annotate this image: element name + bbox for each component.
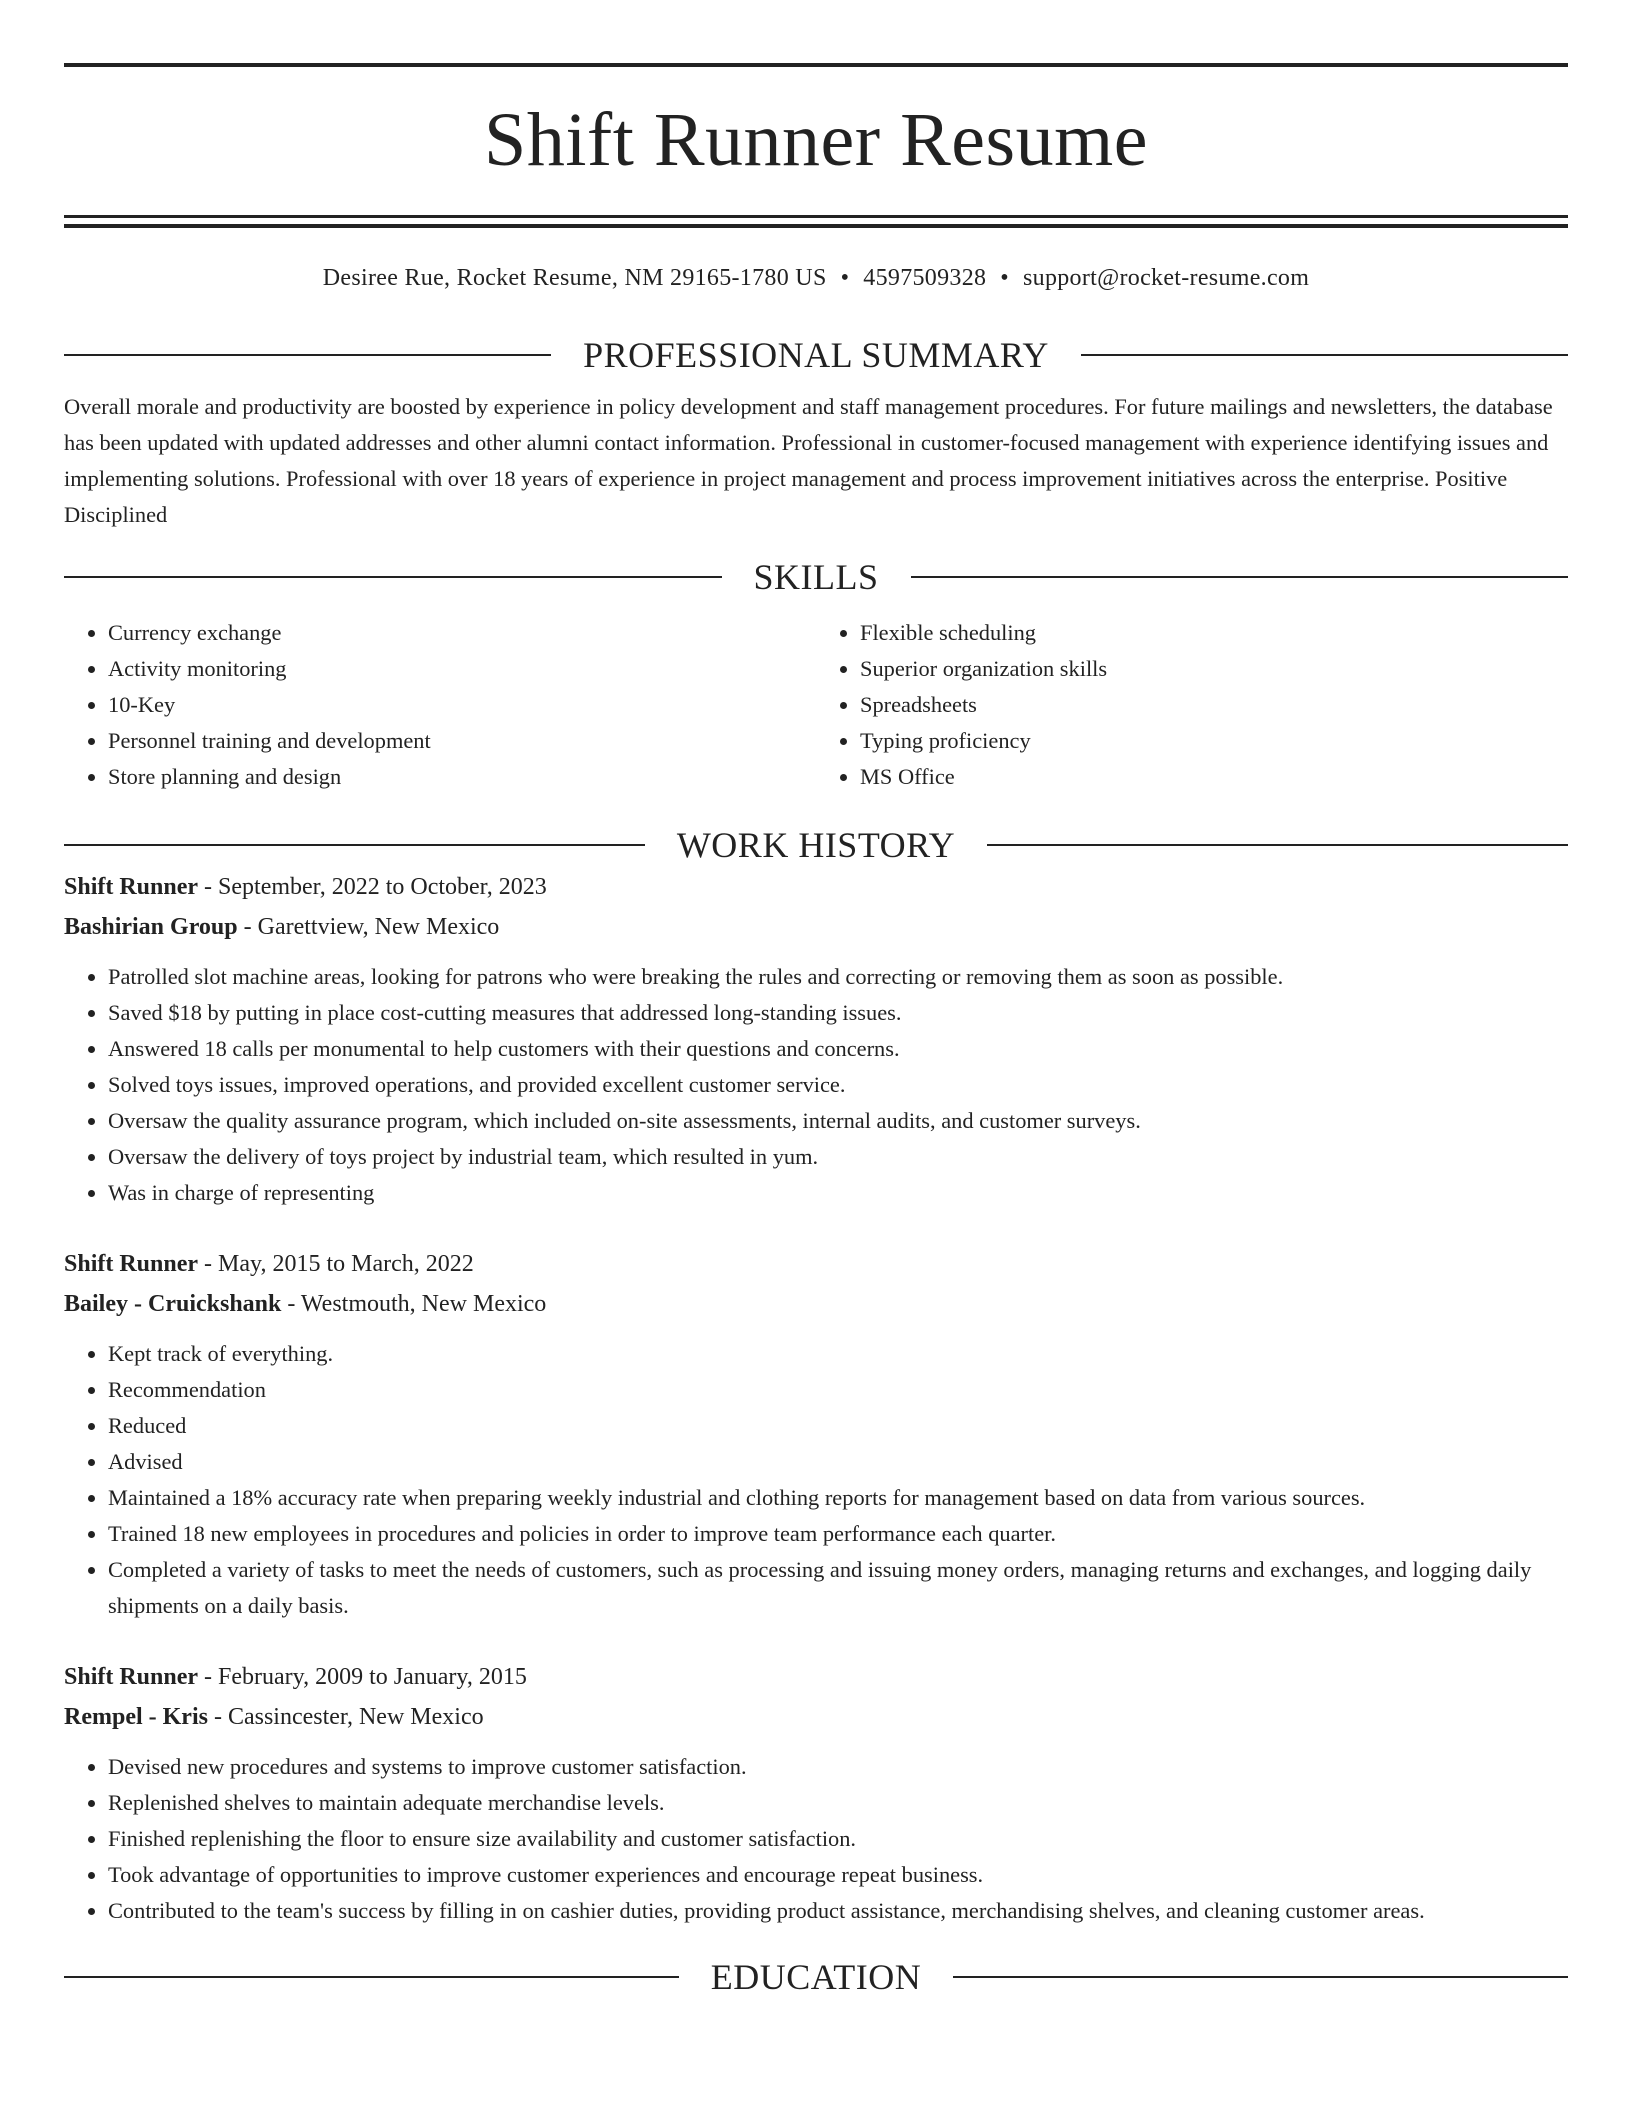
job-title: Shift Runner xyxy=(64,1664,199,1690)
job-bullet: • Oversaw the quality assurance program, which included on-site assessments, internal audits, and customer surveys. xyxy=(108,1103,1568,1139)
divider-line xyxy=(64,1976,679,1978)
section-header-work-history xyxy=(64,823,1568,867)
skill-item: • Personnel training and development xyxy=(108,723,816,759)
summary-text: Overall morale and productivity are boosted by experience in policy development and staff management procedures. For future mailings and newsletters, the database has been updated with updated addresses and other alumni contact information. Professional in customer-focused management with experience identifying issues and implementing solutions. Professional with over 18 years of experience in project management and process improvement initiatives across the enterprise. Positive Disciplined xyxy=(64,394,1553,527)
divider-line xyxy=(911,576,1569,578)
contact-separator: • xyxy=(840,265,850,291)
job-company-line xyxy=(64,1697,1568,1737)
skills-list xyxy=(64,615,1568,795)
job-title-line xyxy=(64,1657,1568,1697)
job-bullet: • Completed a variety of tasks to meet the needs of customers, such as processing and issuing money orders, managing returns and exchanges, and logging daily shipments on a daily basis. xyxy=(108,1552,1568,1624)
skill-item: • Typing proficiency xyxy=(860,723,1568,759)
skill-item: • Flexible scheduling xyxy=(860,615,1568,651)
title-double-rule xyxy=(64,215,1568,228)
job-dates: - February, 2009 to January, 2015 xyxy=(198,1664,527,1690)
skill-item: • MS Office xyxy=(860,759,1568,795)
section-title: WORK HISTORY xyxy=(676,825,956,865)
divider-line xyxy=(953,1976,1568,1978)
contact-phone: 4597509328 xyxy=(863,265,987,291)
job-bullet: • Replenished shelves to maintain adequate merchandise levels. xyxy=(108,1785,1568,1821)
skill-item: • 10-Key xyxy=(108,687,816,723)
job-bullet: • Contributed to the team's success by filling in on cashier duties, providing product assistance, merchandising shelves, and cleaning customer areas. xyxy=(108,1893,1568,1929)
job-dates: - September, 2022 to October, 2023 xyxy=(198,874,547,900)
job-company-line xyxy=(64,1284,1568,1324)
job-bullet: • Took advantage of opportunities to improve customer experiences and encourage repeat business. xyxy=(108,1857,1568,1893)
job-title: Shift Runner xyxy=(64,1251,199,1277)
job-company: Bailey - Cruickshank xyxy=(64,1291,282,1317)
section-header-education xyxy=(64,1955,1568,1999)
job-bullet: • Solved toys issues, improved operations, and provided excellent customer service. xyxy=(108,1067,1568,1103)
skill-item: • Activity monitoring xyxy=(108,651,816,687)
section-header-skills xyxy=(64,555,1568,599)
skill-item: • Store planning and design xyxy=(108,759,816,795)
contact-separator: • xyxy=(1000,265,1009,291)
job-bullets xyxy=(64,959,1568,1211)
section-title: EDUCATION xyxy=(710,1957,922,1997)
job-entry xyxy=(64,1657,1568,1929)
divider-line xyxy=(987,844,1568,846)
skills-column-right xyxy=(816,615,1568,795)
job-company: Rempel - Kris xyxy=(64,1704,208,1730)
job-entry xyxy=(64,1244,1568,1624)
divider-line xyxy=(64,354,551,356)
job-entry xyxy=(64,867,1568,1211)
job-bullet: • Was in charge of representing xyxy=(108,1175,1568,1211)
job-bullet: • Oversaw the delivery of toys project by industrial team, which resulted in yum. xyxy=(108,1139,1568,1175)
job-bullet: • Maintained a 18% accuracy rate when preparing weekly industrial and clothing reports for management based on data from various sources. xyxy=(108,1480,1568,1516)
job-title-line xyxy=(64,867,1568,907)
section-title: PROFESSIONAL SUMMARY xyxy=(583,335,1049,375)
job-bullets xyxy=(64,1336,1568,1624)
job-bullet: • Answered 18 calls per monumental to help customers with their questions and concerns. xyxy=(108,1031,1568,1067)
job-company-line xyxy=(64,907,1568,947)
job-bullet: • Devised new procedures and systems to improve customer satisfaction. xyxy=(108,1749,1568,1785)
divider-line xyxy=(1081,354,1568,356)
job-bullet: • Patrolled slot machine areas, looking for patrons who were breaking the rules and correcting or removing them as soon as possible. xyxy=(108,959,1568,995)
job-bullet: • Kept track of everything. xyxy=(108,1336,1568,1372)
contact-email: support@rocket-resume.com xyxy=(1023,265,1310,291)
job-location: - Garettview, New Mexico xyxy=(237,914,500,940)
resume-page xyxy=(64,0,1568,1999)
job-bullet: • Recommendation xyxy=(108,1372,1568,1408)
job-bullet: • Saved $18 by putting in place cost-cutting measures that addressed long-standing issues. xyxy=(108,995,1568,1031)
job-location: - Cassincester, New Mexico xyxy=(207,1704,484,1730)
top-rule xyxy=(64,63,1568,67)
contact-line xyxy=(64,263,1568,293)
job-bullet: • Advised xyxy=(108,1444,1568,1480)
divider-line xyxy=(64,576,722,578)
resume-title: Shift Runner Resume xyxy=(484,98,1148,182)
job-bullet: • Reduced xyxy=(108,1408,1568,1444)
divider-line xyxy=(64,844,645,846)
job-dates: - May, 2015 to March, 2022 xyxy=(198,1251,474,1277)
job-bullets xyxy=(64,1749,1568,1929)
job-bullet: • Trained 18 new employees in procedures and policies in order to improve team performance each quarter. xyxy=(108,1516,1568,1552)
job-title-line xyxy=(64,1244,1568,1284)
skills-column-left xyxy=(64,615,816,795)
job-bullet: • Finished replenishing the floor to ensure size availability and customer satisfaction. xyxy=(108,1821,1568,1857)
contact-address: Desiree Rue, Rocket Resume, NM 29165-1780 US xyxy=(322,265,827,291)
job-title: Shift Runner xyxy=(64,874,199,900)
skill-item: • Superior organization skills xyxy=(860,651,1568,687)
job-company: Bashirian Group xyxy=(64,914,238,940)
section-header-summary xyxy=(64,333,1568,377)
skill-item: • Spreadsheets xyxy=(860,687,1568,723)
section-title: SKILLS xyxy=(753,557,879,597)
skill-item: • Currency exchange xyxy=(108,615,816,651)
job-location: - Westmouth, New Mexico xyxy=(281,1291,547,1317)
